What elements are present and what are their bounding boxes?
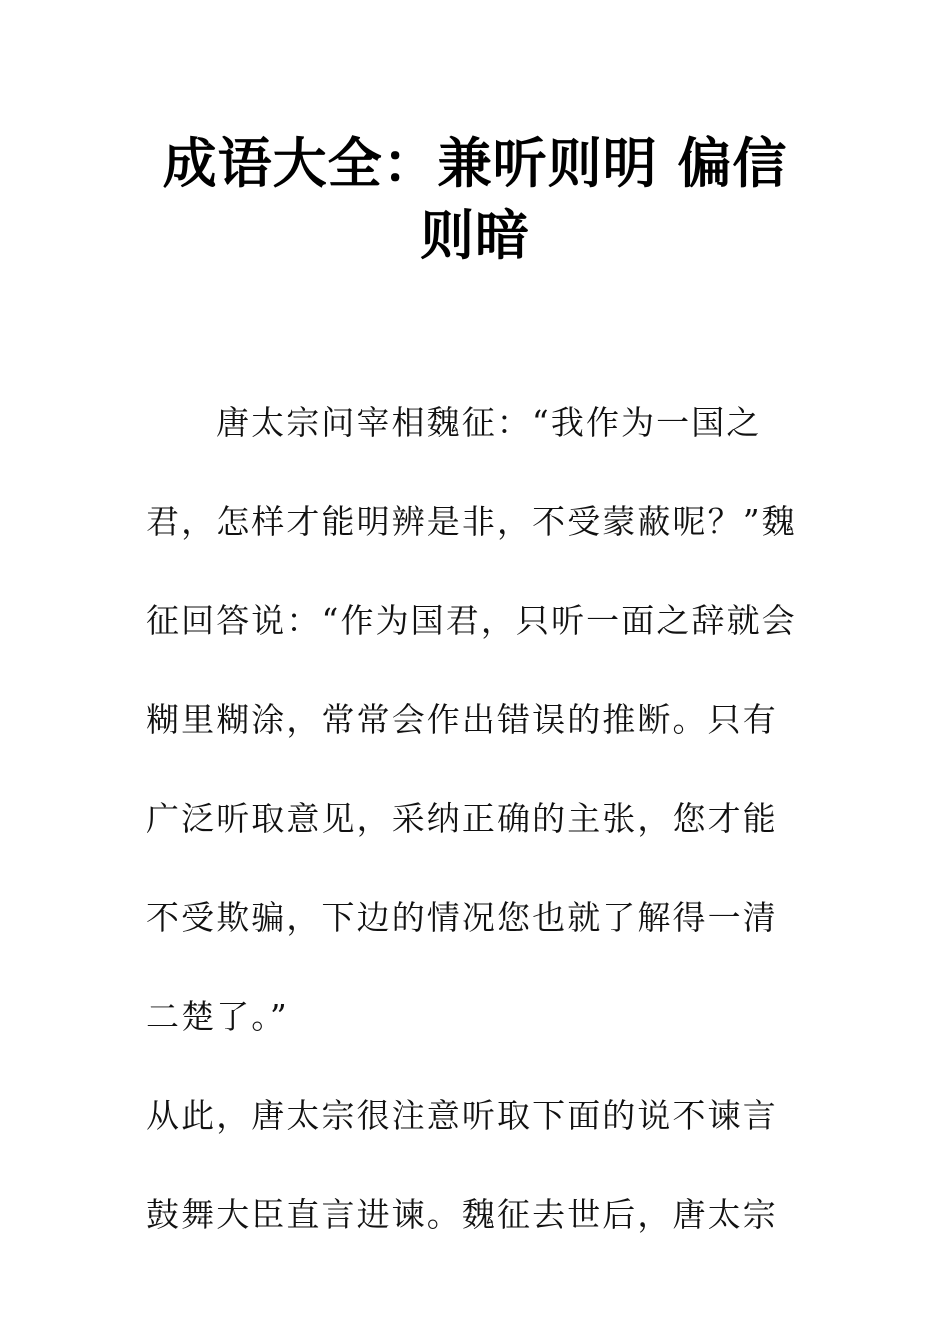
document-body	[146, 373, 808, 1264]
body-paragraph-2: 从此，唐太宗很注意听取下面的说不谏言鼓舞大臣直言进谏。魏征去世后，唐太宗	[146, 1096, 778, 1234]
document-title: 成语大全：兼听则明 偏信则暗	[162, 132, 788, 267]
body-paragraph-1: 唐太宗问宰相魏征：“我作为一国之君，怎样才能明辨是非，不受蒙蔽呢？”魏征回答说：“作为国君，只听一面之辞就会糊里糊涂，常常会作出错误的推断。只有广泛听取意见，采纳正确的主张，您才能不受欺骗，下边的情况您也就了解得一清二楚了。”	[146, 403, 797, 1036]
